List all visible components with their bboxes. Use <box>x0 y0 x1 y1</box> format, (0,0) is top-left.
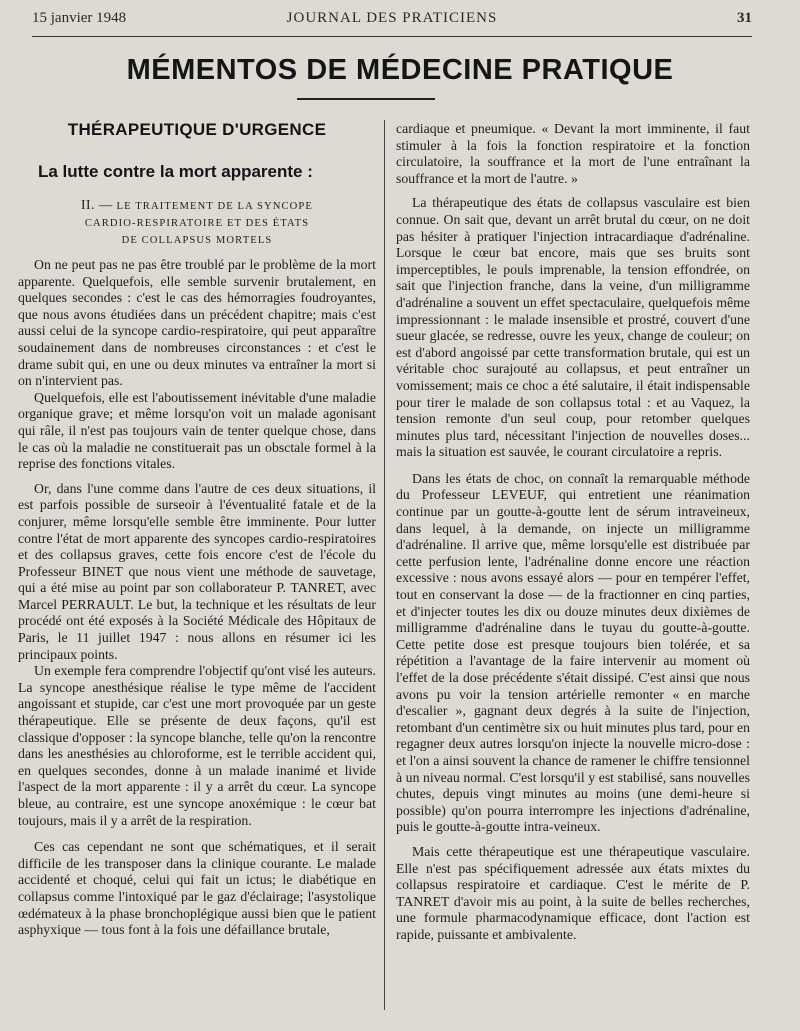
paragraph: Un exemple fera comprendre l'objectif qu'ont visé les auteurs. La syncope anesthésique réalise le type même de l'accident angoissant et stupide, car c'est une mort provoquée par un geste thérapeutique. Elle se présente de deux façons, qu'il est classique d'opposer : la syncope blanche, telle qu'on la rencontre dans les anesthésies au chloroforme, est le terrible accident qui, en quelques secondes, donne à un malade inanimé et livide l'aspect de la mort apparente : il y a arrêt du cœur. La syncope bleue, au contraire, est une syncope anoxémique : le cœur bat toujours, mais il y a arrêt de la respiration. <box>18 663 376 828</box>
header-rule <box>32 36 752 37</box>
journal-name: JOURNAL DES PRATICIENS <box>286 10 498 26</box>
right-column <box>396 121 750 944</box>
subheading-text-1: LE TRAITEMENT DE LA SYNCOPE <box>116 201 313 212</box>
issue-date: 15 janvier 1948 <box>32 10 127 26</box>
paragraph: Dans les états de choc, on connaît la remarquable méthode du Professeur LEVEUF, qui entretient une réanimation continue par un goutte-à-goutte lent de sérum intraveineux, dans lequel, à la demande, on injecte un milligramme d'adrénaline. Il arrive que, même lorsqu'elle est distribuée par cette perfusion lente, l'adrénaline donne encore une réaction excessive : nous avons essayé alors — pour en tempérer l'effet, tout en conservant la dose — de la fractionner en cinq parties, et d'injecter toutes les dix ou douze minutes deux dixièmes de milligramme d'adrénaline dans le tuyau du goutte-à-goutte. Cette petite dose est presque toujours bien tolérée, et sa répétition a l'avantage de la faire intervenir au moment où l'effet de la dose précédente s'était dissipé. C'est ainsi que nous avons pu voir la tension artérielle remonter « en marche d'escalier », gagnant deux degrés à la suite de l'injection, retombant d'un centimètre six ou huit minutes plus tard, pour en regagner deux autres lorsqu'on injecte la nouvelle micro-dose : et l'on a ainsi souvent la chance de ramener le chiffre tensionnel à un niveau normal. C'est lorsqu'il y est stabilisé, sans nouvelles chutes, depuis vingt minutes au moins (une demi-heure si possible) qu'on pourra interrompre les injections d'adrénaline, puis le goutte-à-goutte intra-veineux. <box>396 470 750 835</box>
paragraph: Quelquefois, elle est l'aboutissement inévitable d'une maladie organique grave; et même lorsqu'on voit un malade agonisant qui râle, il n'est pas toujours vain de tenter quelque chose, dans le cas où la maladie ne constituerait pas un obsctale formel à la reprise des fonctions vitales. <box>18 389 376 472</box>
subheading-line-2: CARDIO-RESPIRATOIRE ET DES ÉTATS <box>84 218 310 229</box>
subheading-line-3: DE COLLAPSUS MORTELS <box>121 235 273 246</box>
column-divider <box>384 120 385 1010</box>
running-head <box>32 10 752 32</box>
left-column <box>18 112 376 939</box>
subheading-line-1 <box>18 196 376 215</box>
subheading-number: II. — <box>81 197 113 212</box>
paragraph: cardiaque et pneumique. « Devant la mort imminente, il faut stimuler à la fois la fonction respiratoire et la fonction circulatoire, la souffrance et la mort de l'une entraînant la souffrance et la mort de l'autre. » <box>396 121 750 186</box>
paragraph: Ces cas cependant ne sont que schématiques, et il serait difficile de les transposer dans la clinique courante. Le malade accidenté et choqué, celui qui fait un ictus; le diabétique en collapsus comme l'intoxiqué par le gaz d'éclairage; l'asystolique œdémateux à la phase bronchoplégique aussi bien que le patient asphyxique — tous font à la fois une défaillance brutale, <box>18 839 376 938</box>
article-title: La lutte contre la mort apparente : <box>38 162 313 181</box>
section-title: MÉMENTOS DE MÉDECINE PRATIQUE <box>126 54 674 86</box>
page-number: 31 <box>737 10 752 26</box>
paragraph: Or, dans l'une comme dans l'autre de ces deux situations, il est parfois possible de surseoir à l'éventualité fatale et de la conjurer, même lorsqu'elle semble être imminente. Pour lutter contre l'état de mort apparente des syncopes cardio-respiratoires et des collapsus graves, cette fois encore c'est de l'école du Professeur BINET que nous vient une méthode de sauvetage, qui a été mise au point par son collaborateur P. TANRET, avec Marcel PERRAULT. Le but, la technique et les résultats de leur procédé ont été exposés à la Société Médicale des Hôpitaux de Paris, le 11 juillet 1947 : nous allons en résumer ici les principaux points. <box>18 480 376 662</box>
paragraph: Mais cette thérapeutique est une thérapeutique vasculaire. Elle n'est pas spécifiquement adressée aux états mixtes du collapsus respiratoire et cardiaque. C'est le mérite de P. TANRET d'avoir mis au point, à la suite de belles recherches, une formule pharmacodynamique efficace, dont l'action est rapide, puissante et ambivalente. <box>396 843 750 942</box>
paragraph: La thérapeutique des états de collapsus vasculaire est bien connue. On sait que, devant un arrêt brutal du cœur, on ne doit pas hésiter à pratiquer l'injection intracardiaque d'adrénaline. Lorsque le cœur bat encore, mais que ses bruits sont imperceptibles, le pouls imprenable, la tension effondrée, on sait que l'injection franche, dans la veine, d'un milligramme d'adrénaline a souvent un effet spectaculaire, quelquefois même impressionnant : le malade insensible et prostré, couvert d'une sueur glacée, se redresse, ouvre les yeux, change de couleur; on est d'abord angoissé par cette transformation brutale, qui est un véritable choc surajouté au collapsus, et peut entraîner un vomissement; mais ce choc a été salutaire, il était indispensable pour tirer le malade de son collapsus total : et au Vaquez, la tension remonte d'un seul coup, pour retomber quelques minutes plus tard, nécessitant l'injection de nouvelles doses... mais la situation est sauvée, le courant circulatoire a repris. <box>396 195 750 460</box>
paragraph: On ne peut pas ne pas être troublé par le problème de la mort apparente. Quelquefois, elle semble survenir brutalement, en quelques secondes : c'est le cas des hémorragies foudroyantes, que nous avons étudiées dans un précédent chapitre; mais c'est aussi celui de la syncope cardio-respiratoire, qui peut apparaître soudainement dans de nombreuses circonstances : et c'est le drame subit qui, en une ou deux minutes va entraîner la mort si on n'intervient pas. <box>18 257 376 389</box>
article-subheading <box>18 196 376 249</box>
title-underline <box>297 98 435 100</box>
article-rubric: THÉRAPEUTIQUE D'URGENCE <box>67 120 327 139</box>
